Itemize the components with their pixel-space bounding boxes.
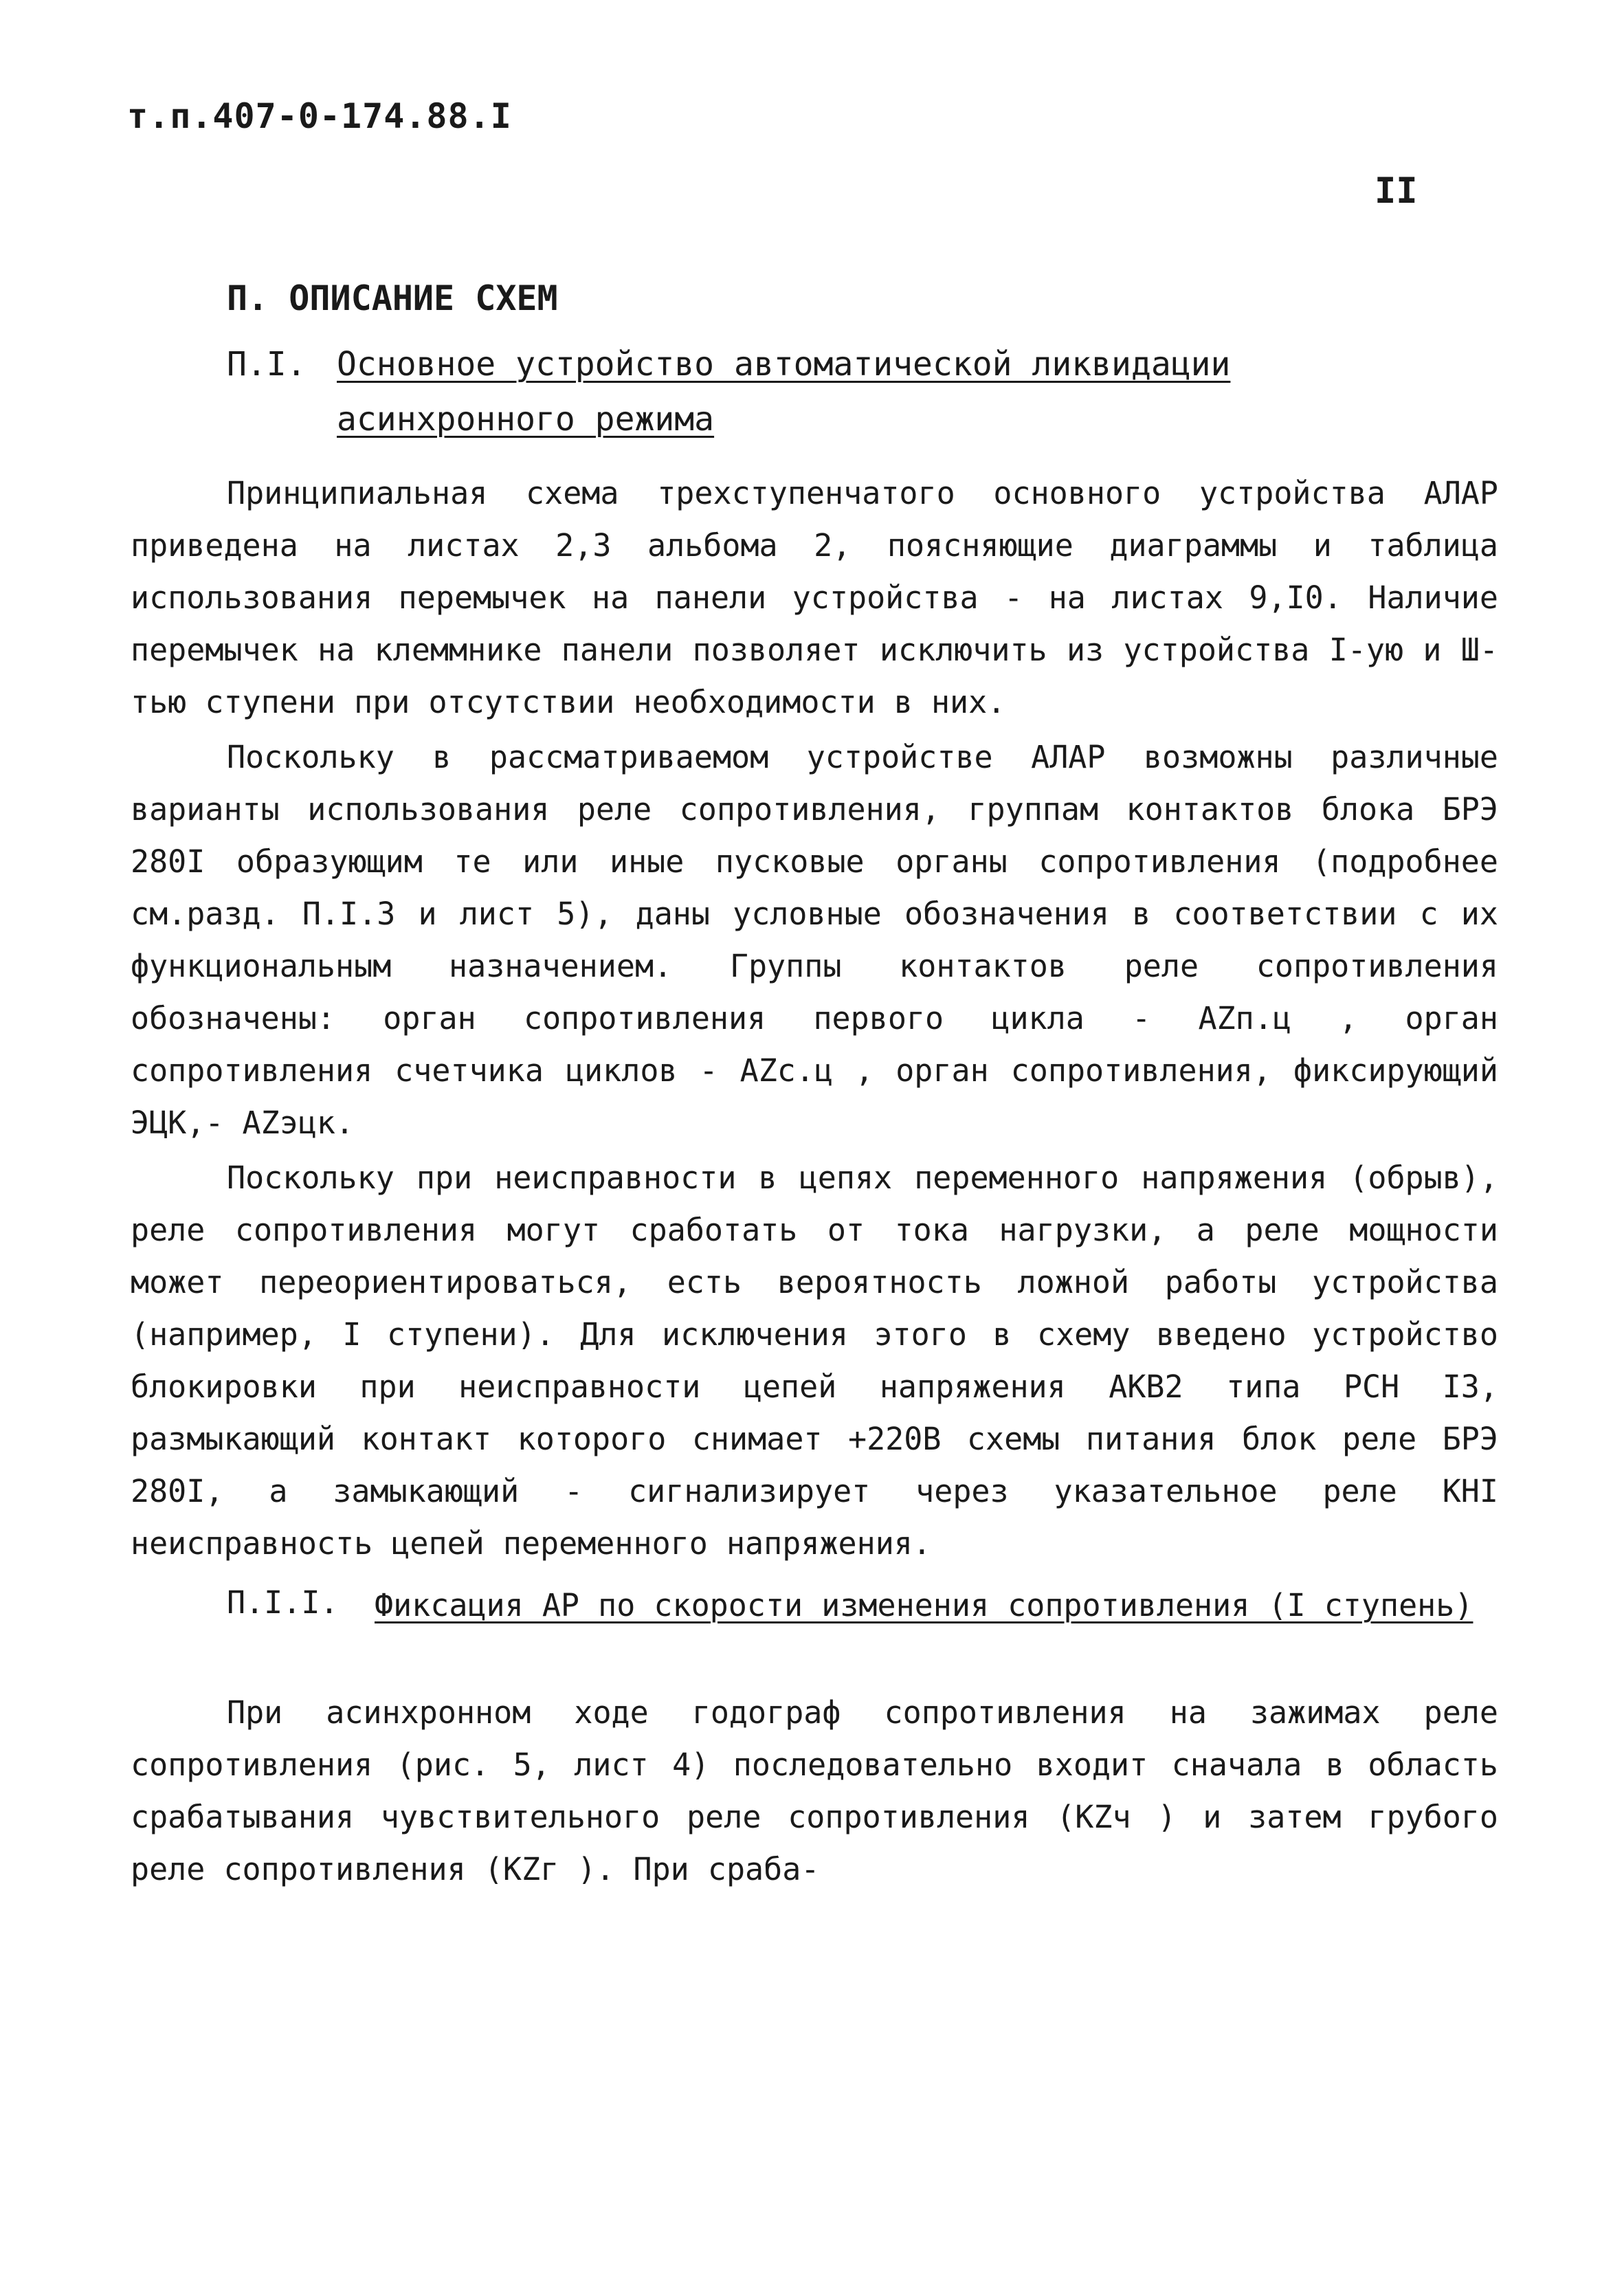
paragraph-1: Принципиальная схема трехступенчатого основного устройства АЛАР приведена на листах 2,3 альбома 2, поясняющие диаграммы и таблица использования перемычек на панели устройства - на листах 9,I0. Наличие перемычек на клеммнике панели позволяет исключить из устройства I-ую и Ш-тью ступени при отсутствии необходимости в них. (131, 475, 1498, 720)
section-heading: П. ОПИСАНИЕ СХЕМ (227, 278, 558, 318)
document-code: т.п.407-0-174.88.I (127, 96, 512, 136)
page-number: II (1375, 170, 1418, 212)
paragraph-3: Поскольку при неисправности в цепях переменного напряжения (обрыв), реле сопротивления могут сработать от тока нагрузки, а реле мощности может переориентироваться, есть вероятность ложной работы устройства (например, I ступени). Для исключения этого в схему введено устройство блокировки при неисправности цепей напряжения АКВ2 типа РСН I3, размыкающий контакт которого снимает +220В схемы питания блок реле БРЭ 280I, а замыкающий - сигнализирует через указательное реле КНI неисправность цепей переменного напряжения. (131, 1160, 1498, 1562)
subsection-title-text: Основное устройство автоматической ликвидации асинхронного режима (337, 345, 1231, 439)
subsection-2-title (375, 1577, 1474, 1634)
subsection-2-heading (227, 1577, 1498, 1687)
paragraph-2: Поскольку в рассматриваемом устройстве АЛАР возможны различные варианты использования реле сопротивления, группам контактов блока БРЭ 280I образующим те или иные пусковые органы сопротивления (подробнее см.разд. П.I.3 и лист 5), даны условные обозначения в соответствии с их функциональным назначением. Группы контактов реле сопротивления обозначены: орган сопротивления первого цикла - AZп.ц , орган сопротивления счетчика циклов - AZс.ц , орган сопротивления, фиксирующий ЭЦК,- AZэцк. (131, 739, 1498, 1141)
subsection-number: П.I. (227, 345, 307, 384)
body-text (131, 467, 1498, 1896)
paragraph-4: При асинхронном ходе годограф сопротивления на зажимах реле сопротивления (рис. 5, лист 4) последовательно входит сначала в область срабатывания чувствительного реле сопротивления (KZч ) и затем грубого реле сопротивления (KZг ). При сраба- (131, 1694, 1498, 1887)
subsection-title (337, 337, 1436, 447)
subsection-2-title-text: Фиксация АР по скорости изменения сопротивления (I ступень) (375, 1587, 1473, 1623)
subsection-2-number: П.I.I. (227, 1584, 339, 1621)
